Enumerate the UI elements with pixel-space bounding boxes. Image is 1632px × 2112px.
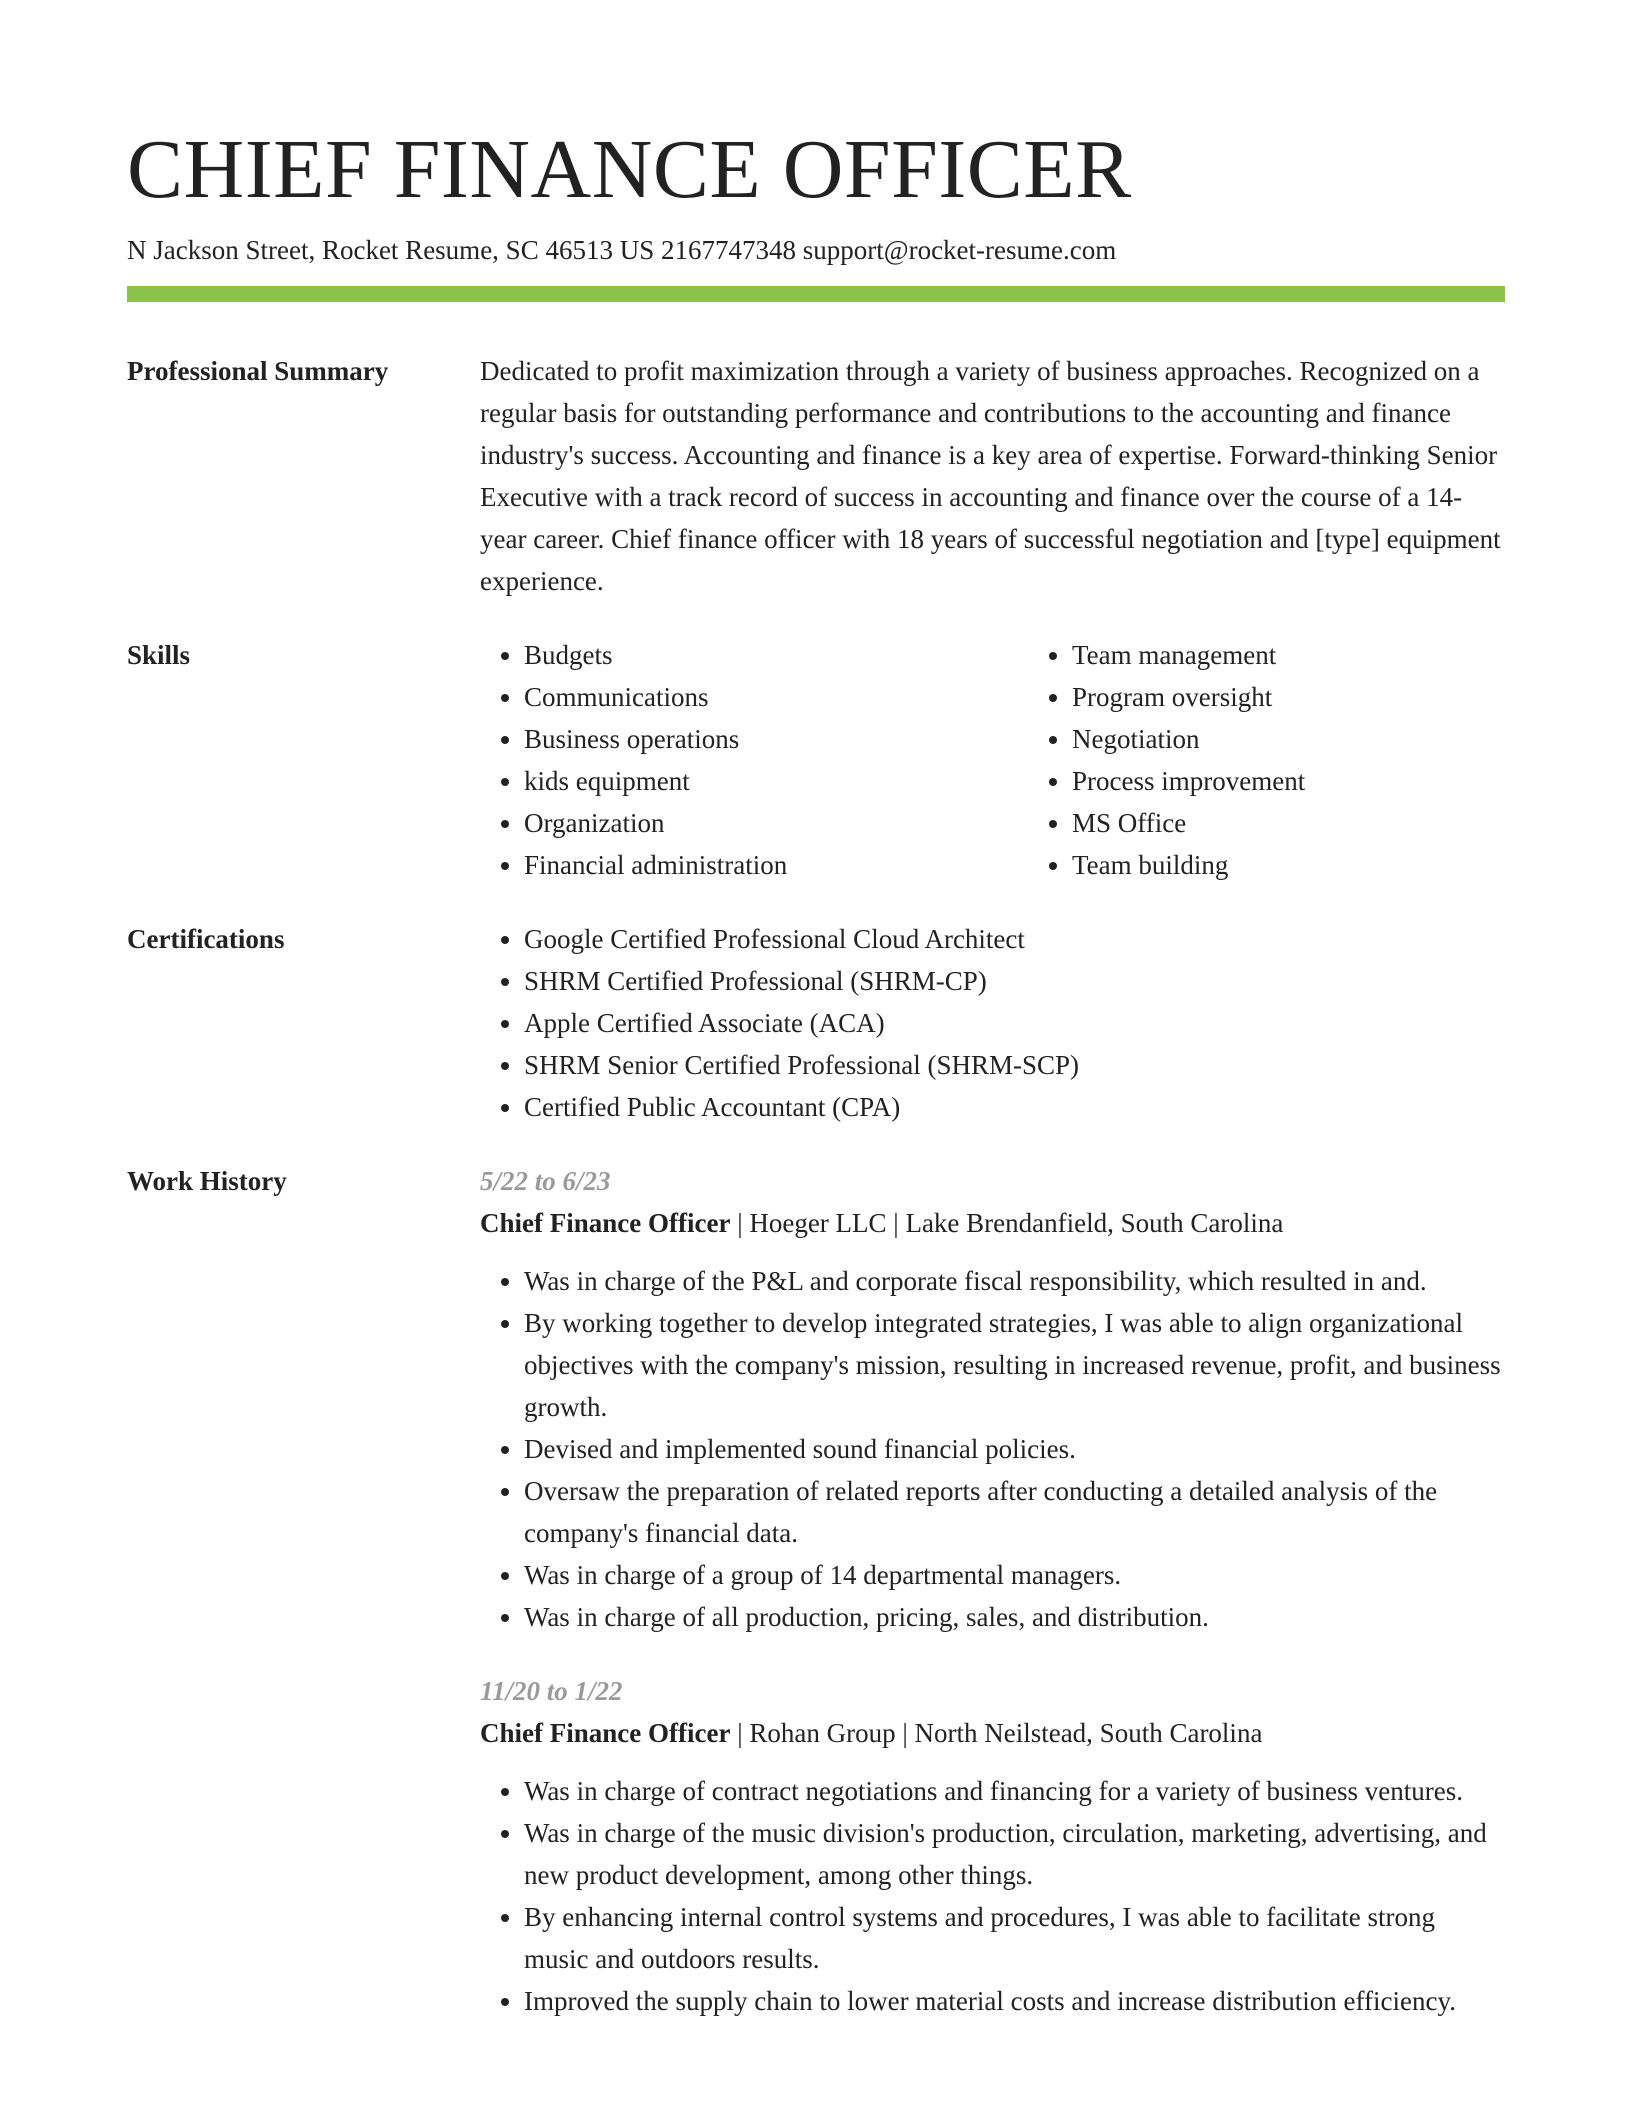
work-history-heading: Work History — [127, 1166, 287, 1196]
certification-item: • SHRM Certified Professional (SHRM-CP) — [524, 960, 1505, 1002]
summary-text: Dedicated to profit maximization through a variety of business approaches. Recognized on a regular basis for outstanding performance and contributions to the accounting and finance industry's success. Accounting and finance is a key area of expertise. Forward-thinking Senior Executive with a track record of success in accounting and finance over the course of a 14-year career. Chief finance officer with 18 years of successful negotiation and [type] equipment experience. — [480, 356, 1501, 596]
certifications-list — [480, 918, 1505, 1128]
header-divider — [127, 286, 1505, 302]
skill-item: • Negotiation — [1072, 718, 1576, 760]
job-bullet: • Was in charge of contract negotiations and financing for a variety of business ventures. — [524, 1770, 1505, 1812]
job-entry — [480, 1160, 1505, 1638]
skills-list-right — [1028, 634, 1576, 886]
job-title: Chief Finance Officer — [480, 1718, 731, 1748]
job-bullet: • Was in charge of the music division's production, circulation, marketing, advertising, and new product development, among other things. — [524, 1812, 1505, 1896]
summary-section — [127, 350, 1505, 602]
skill-item: • kids equipment — [524, 760, 1028, 802]
skill-item: • Communications — [524, 676, 1028, 718]
certification-item: • Apple Certified Associate (ACA) — [524, 1002, 1505, 1044]
skill-item: • Budgets — [524, 634, 1028, 676]
job-bullets — [480, 1260, 1505, 1638]
certification-item: • Certified Public Accountant (CPA) — [524, 1086, 1505, 1128]
skill-item: • Business operations — [524, 718, 1028, 760]
job-bullet: • Was in charge of a group of 14 departmental managers. — [524, 1554, 1505, 1596]
job-bullet: • Oversaw the preparation of related reports after conducting a detailed analysis of the company's financial data. — [524, 1470, 1505, 1554]
job-details: | Rohan Group | North Neilstead, South Carolina — [730, 1718, 1263, 1748]
skill-item: • Team building — [1072, 844, 1576, 886]
summary-heading: Professional Summary — [127, 356, 389, 386]
job-heading — [480, 1202, 1505, 1244]
skill-item: • Process improvement — [1072, 760, 1576, 802]
skill-item: • MS Office — [1072, 802, 1576, 844]
resume-name: CHIEF FINANCE OFFICER — [127, 123, 1132, 216]
skill-item: • Program oversight — [1072, 676, 1576, 718]
certification-item: • Google Certified Professional Cloud Architect — [524, 918, 1505, 960]
certifications-heading: Certifications — [127, 924, 285, 954]
resume-content — [127, 350, 1505, 2086]
job-bullet: • Was in charge of the P&L and corporate fiscal responsibility, which resulted in and. — [524, 1260, 1505, 1302]
job-bullet: • By working together to develop integrated strategies, I was able to align organizational objectives with the company's mission, resulting in increased revenue, profit, and business growth. — [524, 1302, 1505, 1428]
skills-heading: Skills — [127, 640, 191, 670]
job-title: Chief Finance Officer — [480, 1208, 731, 1238]
job-dates: 11/20 to 1/22 — [480, 1676, 623, 1706]
job-heading — [480, 1712, 1505, 1754]
job-bullet: • Improved the supply chain to lower material costs and increase distribution efficiency. — [524, 1980, 1505, 2022]
skill-item: • Financial administration — [524, 844, 1028, 886]
work-history-section — [127, 1160, 1505, 2054]
skill-item: • Team management — [1072, 634, 1576, 676]
job-bullet: • Was in charge of all production, pricing, sales, and distribution. — [524, 1596, 1505, 1638]
job-entry — [480, 1670, 1505, 2022]
job-bullets — [480, 1770, 1505, 2022]
job-bullet: • By enhancing internal control systems and procedures, I was able to facilitate strong music and outdoors results. — [524, 1896, 1505, 1980]
job-details: | Hoeger LLC | Lake Brendanfield, South Carolina — [730, 1208, 1284, 1238]
skill-item: • Organization — [524, 802, 1028, 844]
skills-list-left — [480, 634, 1028, 886]
certification-item: • SHRM Senior Certified Professional (SHRM-SCP) — [524, 1044, 1505, 1086]
job-bullet: • Devised and implemented sound financial policies. — [524, 1428, 1505, 1470]
job-dates: 5/22 to 6/23 — [480, 1166, 611, 1196]
contact-line: N Jackson Street, Rocket Resume, SC 46513 US 2167747348 support@rocket-resume.com — [127, 235, 1117, 265]
certifications-section — [127, 918, 1505, 1128]
skills-section — [127, 634, 1505, 886]
